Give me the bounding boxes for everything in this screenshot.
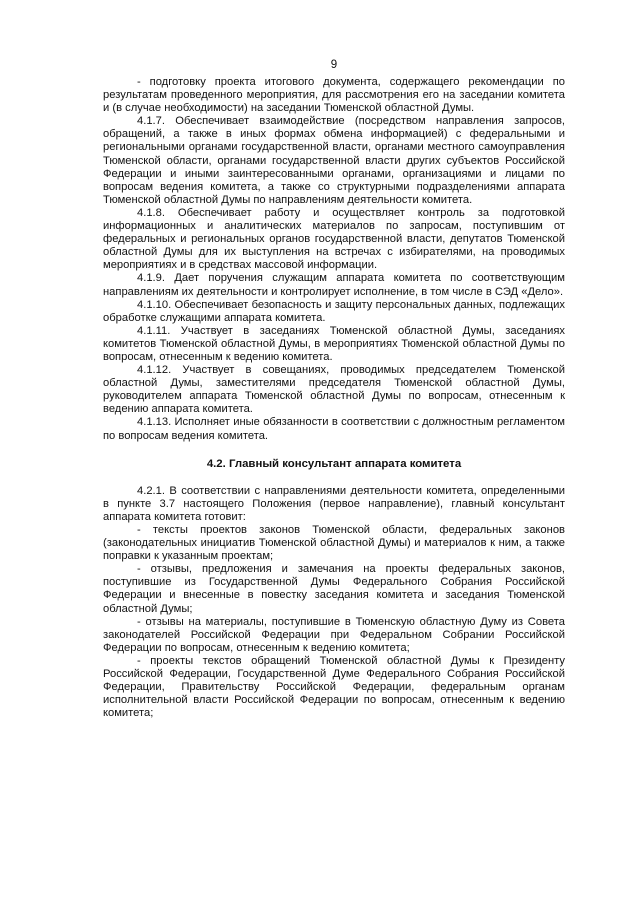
list-item-federal-reviews: - отзывы, предложения и замечания на проекты федеральных законов, поступившие из Государственной Думы Федерального Собрания Российской Федерации и внесенные в повестку заседания комитета и заседания Тюменской областной Думы; — [103, 563, 565, 615]
page-number: 9 — [330, 59, 338, 71]
paragraph-4-2-1: 4.2.1. В соответствии с направлениями деятельности комитета, определенными в пункте 3.7 настоящего Положения (первое направление), главный консультант аппарата комитета готовит: — [103, 484, 565, 523]
paragraph-4-1-10: 4.1.10. Обеспечивает безопасность и защиту персональных данных, подлежащих обработке служащими аппарата комитета. — [103, 298, 565, 324]
paragraph-4-1-9: 4.1.9. Дает поручения служащим аппарата комитета по соответствующим направлениям их деятельности и контролирует исполнение, в том числе в СЭД «Дело». — [103, 272, 565, 298]
paragraph-final-document: - подготовку проекта итогового документа, содержащего рекомендации по результатам проведенного мероприятия, для рассмотрения его на заседании комитета и (в случае необходимости) на заседании Тюменской областной Думы. — [103, 76, 565, 115]
section-heading: 4.2. Главный консультант аппарата комитета — [206, 457, 462, 470]
document-body — [103, 76, 565, 720]
paragraph-4-1-7: 4.1.7. Обеспечивает взаимодействие (посредством направления запросов, обращений, а также в иных формах обмена информацией) с федеральными и региональными органами государственной власти, органами местного самоуправления Тюменской области, органами государственной власти других субъектов Российской Федерации и иными заинтересованными органами, организациями и лицами по вопросам ведения комитета, а также со структурными подразделениями аппарата Тюменской областной Думы по направлениям деятельности комитета. — [103, 115, 565, 206]
paragraph-4-1-8: 4.1.8. Обеспечивает работу и осуществляет контроль за подготовкой информационных и аналитических материалов по запросам, поступившим от федеральных и региональных органов государственной власти, депутатов Тюменской областной Думы для их выступления на встречах с избирателями, на проводимых мероприятиях и в средствах массовой информации. — [103, 206, 565, 272]
paragraph-4-1-12: 4.1.12. Участвует в совещаниях, проводимых председателем Тюменской областной Думы, заместителями председателя Тюменской областной Думы, руководителем аппарата Тюменской областной Думы по вопросам, отнесенным к ведению аппарата комитета. — [103, 364, 565, 416]
list-item-law-drafts: - тексты проектов законов Тюменской области, федеральных законов (законодательных инициатив Тюменской областной Думы) и материалов к ним, а также поправки к указанным проектам; — [103, 524, 565, 563]
paragraph-4-1-11: 4.1.11. Участвует в заседаниях Тюменской областной Думы, заседаниях комитетов Тюменской областной Думы, в мероприятиях Тюменской областной Думы по вопросам, отнесенным к ведению комитета. — [103, 324, 565, 363]
list-item-council-reviews: - отзывы на материалы, поступившие в Тюменскую областную Думу из Совета законодателей Российской Федерации при Федеральном Собрании Российской Федерации по вопросам, отнесенным к ведению комитета; — [103, 615, 565, 654]
paragraph-4-1-13: 4.1.13. Исполняет иные обязанности в соответствии с должностным регламентом по вопросам ведения комитета. — [103, 416, 565, 442]
list-item-appeal-drafts: - проекты текстов обращений Тюменской областной Думы к Президенту Российской Федерации, Государственной Думе Федерального Собрания Российской Федерации, Правительству Российской Федерации, федеральным органам исполнительной власти Российской Федерации по вопросам, отнесенным к ведению комитета; — [103, 654, 565, 720]
